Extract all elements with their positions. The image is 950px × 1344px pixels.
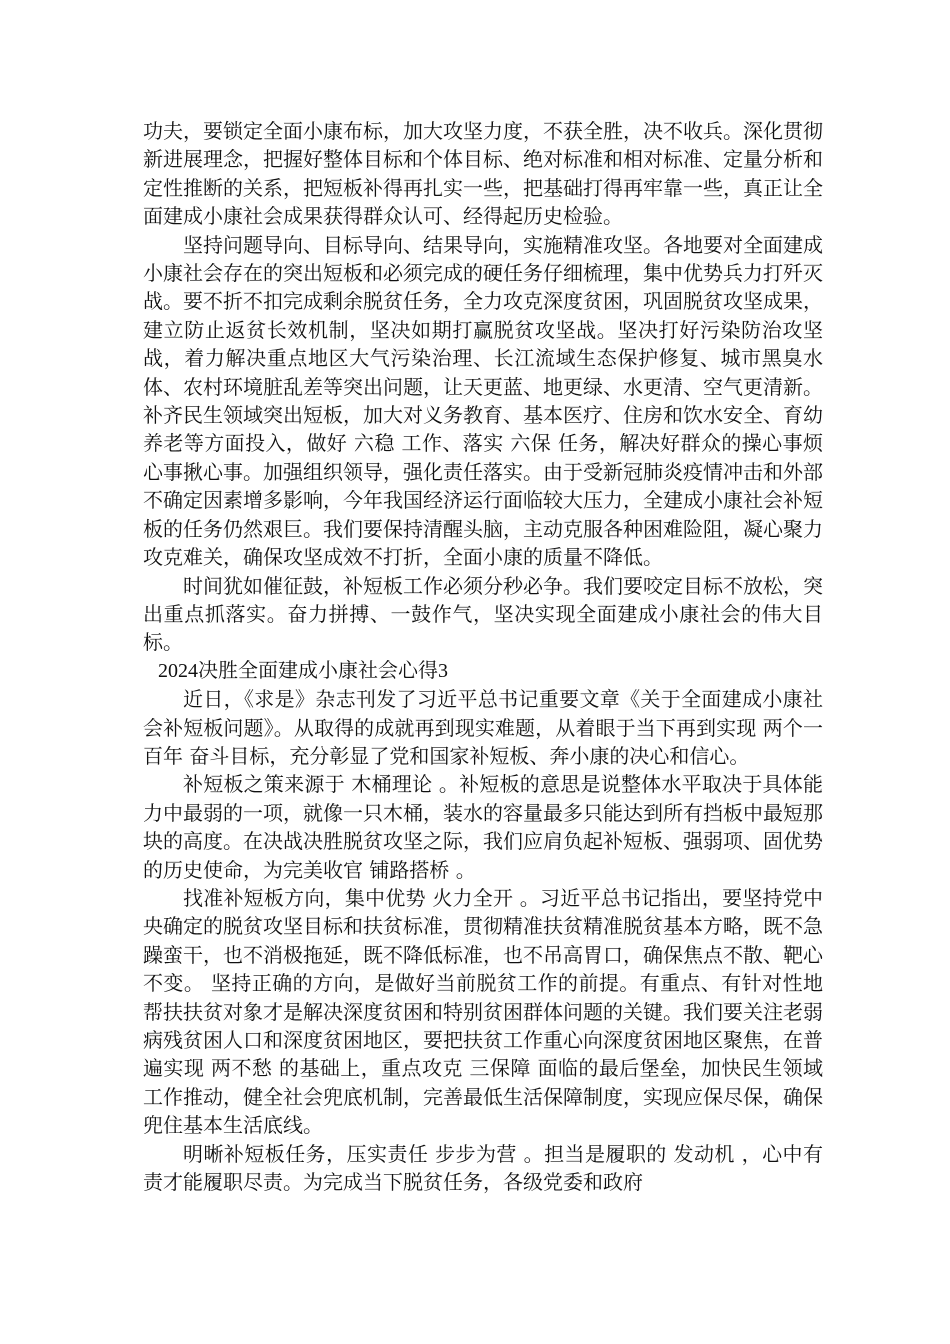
paragraph-qiushi-article: 近日，《求是》杂志刊发了习近平总书记重要文章《关于全面建成小康社会补短板问题》。从取得的成就再到现实难题，从着眼于当下再到实现 两个一百年 奋斗目标，充分彰显了党和国家补短板、奔小康的决心和信心。 (143, 687, 823, 768)
paragraph-bucket-theory: 补短板之策来源于 木桶理论 。补短板的意思是说整体水平取决于具体能力中最弱的一项，就像一只木桶，装水的容量最多只能达到所有挡板中最短那块的高度。在决战决胜脱贫攻坚之际，我们应肩负起补短板、强弱项、固优势的历史使命，为完美收官 铺路搭桥 。 (143, 772, 823, 882)
paragraph-continuation: 功夫，要锁定全面小康布标，加大攻坚力度，不获全胜，决不收兵。深化贯彻新进展理念，把握好整体目标和个体目标、绝对标准和相对标准、定量分析和定性推断的关系，把短板补得再扎实一些，把基础打得再牢靠一些，真正让全面建成小康社会成果获得群众认可、经得起历史检验。 (143, 119, 823, 229)
paragraph-precise-tackling: 坚持问题导向、目标导向、结果导向，实施精准攻坚。各地要对全面建成小康社会存在的突出短板和必须完成的硬任务仔细梳理，集中优势兵力打歼灭战。要不折不扣完成剩余脱贫任务，全力攻克深度贫困，巩固脱贫攻坚成果，建立防止返贫长效机制，坚决如期打赢脱贫攻坚战。坚决打好污染防治攻坚战，着力解决重点地区大气污染治理、长江流域生态保护修复、城市黑臭水体、农村环境脏乱差等突出问题，让天更蓝、地更绿、水更清、空气更清新。补齐民生领域突出短板，加大对义务教育、基本医疗、住房和饮水安全、育幼养老等方面投入，做好 六稳 工作、落实 六保 任务，解决好群众的操心事烦心事揪心事。加强组织领导，强化责任落实。由于受新冠肺炎疫情冲击和外部不确定因素增多影响，今年我国经济运行面临较大压力，全建成小康社会补短板的任务仍然艰巨。我们要保持清醒头脑，主动克服各种困难险阻，凝心聚力攻克难关，确保攻坚成效不打折，全面小康的质量不降低。 (143, 232, 823, 570)
section-heading: 2024决胜全面建成小康社会心得3 (158, 659, 448, 682)
paragraph-time-urgency: 时间犹如催征鼓，补短板工作必须分秒必争。我们要咬定目标不放松，突出重点抓落实。奋力拼搏、一鼓作气，坚决实现全面建成小康社会的伟大目标。 (143, 573, 823, 655)
document-page (143, 117, 823, 1196)
paragraph-responsibility: 明晰补短板任务，压实责任 步步为营 。担当是履职的 发动机 ，心中有责才能履职尽责。为完成当下脱贫任务，各级党委和政府 (143, 1141, 823, 1195)
paragraph-direction: 找准补短板方向，集中优势 火力全开 。习近平总书记指出，要坚持党中央确定的脱贫攻坚目标和扶贫标准，贯彻精准扶贫精准脱贫基本方略，既不急躁蛮干，也不消极拖延，既不降低标准，也不吊高胃口，确保焦点不散、靶心不变。 坚持正确的方向，是做好当前脱贫工作的前提。有重点、有针对性地帮扶扶贫对象才是解决深度贫困和特别贫困群体问题的关键。我们要关注老弱病残贫困人口和深度贫困地区，要把扶贫工作重心向深度贫困地区聚焦，在普遍实现 两不愁 的基础上，重点攻克 三保障 面临的最后堡垒，加快民生领域工作推动，健全社会兜底机制，完善最低生活保障制度，实现应保尽保，确保兜住基本生活底线。 (143, 885, 823, 1138)
